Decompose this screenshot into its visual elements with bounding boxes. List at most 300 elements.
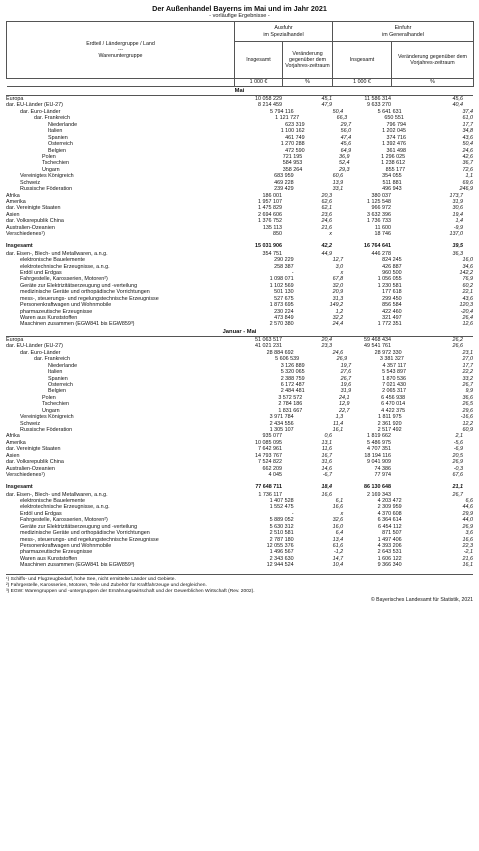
- einfuhr-value: 511 881: [382, 179, 402, 186]
- einfuhr-value: 1 056 055: [377, 276, 402, 283]
- row-label: Ungarn: [42, 166, 60, 173]
- einfuhr-value: 1 606 122: [377, 555, 402, 562]
- einfuhr-change: 76,9: [462, 276, 473, 283]
- einfuhr-change: 27,0: [462, 356, 473, 363]
- einfuhr-value: 1 125 548: [367, 199, 391, 205]
- ausfuhr-change: 12,9: [338, 401, 350, 408]
- ausfuhr-change: 23,3: [321, 343, 332, 350]
- row-label: Vereinigtes Königreich: [20, 414, 74, 421]
- einfuhr-value: 2 169 343: [367, 491, 391, 498]
- ausfuhr-value: 1 098 071: [269, 276, 294, 283]
- einfuhr-value: 1 497 406: [377, 536, 402, 543]
- row-label: elektronische Bauelemente: [20, 257, 86, 264]
- einfuhr-value: 1 736 733: [367, 218, 391, 225]
- row-label: dar. Euro-Länder: [20, 108, 61, 115]
- ausfuhr-insgesamt-header: Insgesamt: [235, 42, 283, 79]
- ausfuhr-value: 41 021 231: [255, 343, 282, 350]
- ausfuhr-change: 32,6: [332, 517, 344, 524]
- ausfuhr-value: 3 126 889: [280, 362, 305, 369]
- einfuhr-change: 2,1: [455, 433, 463, 440]
- ausfuhr-change: 27,6: [340, 369, 352, 376]
- ausfuhr-value: 683 959: [274, 173, 294, 180]
- ausfuhr-change: 0,6: [324, 433, 332, 440]
- einfuhr-change: -9,9: [453, 224, 463, 231]
- ausfuhr-change: 61,6: [332, 543, 344, 549]
- row-label: Asien: [6, 452, 20, 459]
- row-label: Fahrgestelle, Karosserien, Motoren²): [20, 276, 108, 283]
- einfuhr-change: 21,1: [452, 483, 463, 490]
- ausfuhr-change: 10,4: [332, 562, 344, 569]
- ausfuhr-change: 29,3: [338, 166, 350, 173]
- row-label: Russische Föderation: [20, 427, 73, 433]
- column-header: [6, 21, 474, 87]
- ausfuhr-change: 16,6: [332, 504, 344, 511]
- einfuhr-change: 36,6: [462, 394, 473, 401]
- einfuhr-change: 16,1: [462, 562, 473, 569]
- einfuhr-value: 856 584: [382, 302, 402, 309]
- ausfuhr-change: 16,7: [321, 452, 332, 459]
- einfuhr-value: 4 357 117: [382, 362, 407, 369]
- einfuhr-value: 5 543 897: [382, 369, 407, 376]
- row-label: dar. Volksrepublik China: [6, 218, 64, 225]
- einfuhr-change: 34,6: [462, 263, 473, 270]
- ausfuhr-change: 47,4: [340, 134, 352, 141]
- einfuhr-change: 19,4: [452, 211, 463, 218]
- row-label: Australien-Ozeanien: [6, 224, 55, 231]
- einfuhr-value: 18 746: [374, 231, 391, 238]
- ausfuhr-change: 29,7: [340, 121, 352, 128]
- ausfuhr-value: 258 387: [274, 263, 294, 270]
- einfuhr-value: 3 381 327: [379, 356, 404, 363]
- ausfuhr-value: 2 784 186: [278, 401, 303, 408]
- einfuhr-change: 44,6: [462, 504, 473, 511]
- row-label: Erdöl und Erdgas: [20, 510, 62, 517]
- ausfuhr-value: 1 100 162: [280, 128, 305, 135]
- row-label: Fahrgestelle, Karosserien, Motoren²): [20, 517, 108, 524]
- ausfuhr-value: 2 694 606: [258, 211, 282, 218]
- ausfuhr-change: 45,1: [321, 96, 332, 102]
- ausfuhr-value: 5 889 052: [269, 517, 294, 524]
- ausfuhr-value: 1 831 667: [278, 407, 303, 414]
- einfuhr-value: 4 422 375: [381, 407, 406, 414]
- ausfuhr-value: 15 031 906: [255, 242, 282, 249]
- row-label: Asien: [6, 211, 20, 218]
- einfuhr-value: 796 794: [386, 121, 407, 128]
- ausfuhr-change: 62,1: [321, 205, 332, 212]
- unit-pct: %: [392, 79, 474, 87]
- einfuhr-change: 26,5: [462, 401, 473, 408]
- section-rows: [6, 96, 473, 328]
- row-label: Waren aus Kunststoffen: [20, 315, 78, 321]
- einfuhr-change: 22,3: [462, 543, 473, 549]
- row-label: dar. Euro-Länder: [20, 349, 61, 356]
- einfuhr-value: 2 309 959: [377, 504, 402, 511]
- ausfuhr-value: 5 794 116: [269, 108, 294, 115]
- einfuhr-change: 60,2: [462, 282, 473, 289]
- einfuhr-value: 5 486 975: [367, 439, 391, 446]
- einfuhr-value: 380 037: [371, 192, 391, 199]
- ausfuhr-change: 24,6: [332, 349, 344, 356]
- einfuhr-change: 40,4: [452, 102, 463, 109]
- ausfuhr-value: 1 407 528: [269, 497, 294, 504]
- row-label: Australien-Ozeanien: [6, 465, 55, 472]
- ausfuhr-value: 2 388 759: [280, 375, 305, 382]
- row-label: pharmazeutische Erzeugnisse: [20, 308, 93, 315]
- row-label: Europa: [6, 336, 24, 343]
- ausfuhr-change: 19,7: [340, 362, 352, 369]
- einfuhr-insgesamt-header: Insgesamt: [333, 42, 392, 79]
- ausfuhr-change: 16,1: [332, 427, 344, 433]
- row-label: mess-, steuerungs- und regelungstechnische Erzeugnisse: [20, 536, 159, 543]
- einfuhr-value: 77 974: [374, 472, 391, 479]
- einfuhr-value: 422 460: [382, 308, 402, 315]
- einfuhr-change: 6,6: [465, 497, 473, 504]
- row-label: dar. Eisen-, Blech- und Metallwaren, a.n.g.: [6, 250, 108, 257]
- einfuhr-value: 960 500: [382, 269, 402, 276]
- ausfuhr-header: Ausfuhr im Spezialhandel: [235, 22, 333, 42]
- einfuhr-change: 23,1: [462, 349, 473, 356]
- ausfuhr-change: x: [340, 510, 344, 517]
- einfuhr-change: 29,6: [462, 407, 473, 414]
- einfuhr-change: 17,7: [462, 121, 473, 128]
- row-label: Tschechien: [42, 401, 69, 408]
- ausfuhr-value: 1 102 569: [269, 282, 294, 289]
- einfuhr-value: 3 632 396: [367, 211, 391, 218]
- einfuhr-change: 72,6: [462, 166, 473, 173]
- ausfuhr-value: 186 001: [262, 192, 282, 199]
- einfuhr-value: 966 972: [371, 205, 391, 212]
- einfuhr-value: 374 716: [386, 134, 407, 141]
- einfuhr-change: 137,0: [449, 231, 463, 238]
- ausfuhr-change: 26,9: [336, 356, 348, 363]
- ausfuhr-value: 1 475 829: [258, 205, 282, 212]
- row-label: Verschiedenes¹): [6, 472, 45, 479]
- einfuhr-value: 6 470 014: [381, 401, 406, 408]
- ausfuhr-change: 33,1: [332, 186, 344, 193]
- ausfuhr-value: 721 195: [282, 153, 303, 160]
- einfuhr-change: 12,6: [462, 321, 473, 328]
- ausfuhr-change: 24,4: [332, 321, 344, 328]
- total-row: [6, 241, 473, 251]
- ausfuhr-value: 5 606 539: [275, 356, 300, 363]
- row-label: dar. Vereinigte Staaten: [6, 205, 61, 212]
- ausfuhr-value: 850: [273, 231, 282, 238]
- ausfuhr-change: 11,4: [333, 420, 344, 427]
- row-label: Spanien: [48, 375, 68, 382]
- einfuhr-change: 21,6: [462, 555, 473, 562]
- ausfuhr-value: 354 751: [262, 250, 282, 257]
- ausfuhr-value: 1 873 695: [269, 302, 294, 309]
- ausfuhr-value: 7 524 822: [258, 459, 282, 466]
- ausfuhr-change: 16,6: [321, 491, 332, 498]
- einfuhr-change: 16,6: [462, 536, 473, 543]
- row-label: Tschechien: [42, 160, 69, 167]
- einfuhr-value: 4 393 206: [377, 543, 402, 549]
- ausfuhr-value: 3 971 784: [269, 414, 294, 421]
- ausfuhr-change: 11,6: [321, 446, 332, 453]
- einfuhr-value: 1 296 025: [381, 153, 406, 160]
- ausfuhr-value: 5 320 065: [280, 369, 305, 376]
- ausfuhr-value: 2 484 481: [280, 388, 305, 395]
- ausfuhr-change: 52,4: [338, 160, 350, 167]
- row-label: medizinische Geräte und orthopädische Vorrichtungen: [20, 289, 150, 296]
- einfuhr-change: 39,5: [452, 242, 463, 249]
- ausfuhr-change: 6,4: [335, 530, 344, 537]
- einfuhr-change: 26,9: [452, 459, 463, 466]
- ausfuhr-value: 3 572 572: [278, 394, 303, 401]
- einfuhr-change: 22,2: [462, 369, 473, 376]
- ausfuhr-change: 20,3: [321, 192, 332, 199]
- ausfuhr-value: 2 787 180: [269, 536, 294, 543]
- einfuhr-change: 45,6: [452, 96, 463, 102]
- row-label: Vereinigtes Königreich: [20, 173, 74, 180]
- ausfuhr-value: 1 270 288: [280, 141, 305, 148]
- einfuhr-value: 86 130 648: [364, 483, 391, 490]
- einfuhr-change: 24,6: [462, 147, 473, 154]
- row-label: Schweiz: [20, 420, 41, 427]
- table-row: [6, 472, 473, 478]
- einfuhr-value: 4 370 608: [377, 510, 402, 517]
- einfuhr-change: 26,7: [462, 381, 473, 388]
- row-label: Amerika: [6, 199, 26, 205]
- einfuhr-change: 22,1: [462, 289, 473, 296]
- einfuhr-change: 173,7: [449, 192, 463, 199]
- ausfuhr-change: 21,6: [321, 224, 332, 231]
- ausfuhr-value: 1 496 567: [269, 549, 294, 556]
- einfuhr-change: 3,6: [465, 530, 473, 537]
- ausfuhr-change: 24,1: [338, 394, 350, 401]
- ausfuhr-value: 527 675: [274, 295, 294, 302]
- ausfuhr-value: 1 957 107: [258, 199, 282, 205]
- page-title: Der Außenhandel Bayerns im Mai und im Jahr 2021: [152, 4, 327, 13]
- ausfuhr-value: 1 552 475: [269, 504, 294, 511]
- ausfuhr-change: 45,6: [340, 141, 352, 148]
- einfuhr-change: 33,2: [462, 375, 473, 382]
- row-label: Personenkraftwagen und Wohnmobile: [20, 543, 112, 549]
- einfuhr-value: 59 468 434: [364, 336, 391, 343]
- footnote: ¹) Schiffs- und Flugzeugbedarf, hohe See, nicht ermittelte Länder und Gebiete.: [6, 576, 176, 582]
- row-label: dar. Eisen-, Blech- und Metallwaren, a.n.g.: [6, 491, 108, 498]
- table-body: [6, 87, 473, 569]
- ausfuhr-value: 230 224: [274, 308, 294, 315]
- einfuhr-value: 177 618: [382, 289, 402, 296]
- row-label: Italien: [48, 369, 63, 376]
- ausfuhr-change: 32,0: [332, 282, 344, 289]
- page-subtitle: - vorläufige Ergebnisse -: [209, 13, 270, 19]
- einfuhr-change: 37,4: [462, 108, 473, 115]
- einfuhr-value: 824 245: [382, 257, 402, 264]
- section-rows: [6, 337, 473, 569]
- einfuhr-value: 74 386: [374, 465, 391, 472]
- einfuhr-value: 9 366 340: [377, 562, 402, 569]
- einfuhr-change: 30,6: [452, 205, 463, 212]
- einfuhr-value: 49 541 761: [364, 343, 391, 350]
- einfuhr-value: 1 238 612: [381, 160, 406, 167]
- ausfuhr-value: 623 319: [285, 121, 305, 128]
- ausfuhr-value: 472 590: [285, 147, 305, 154]
- einfuhr-value: 9 041 909: [367, 459, 391, 466]
- ausfuhr-change: 47,9: [321, 102, 332, 109]
- ausfuhr-value: 1 736 117: [258, 491, 282, 498]
- ausfuhr-change: 50,4: [332, 108, 344, 115]
- table-row: [6, 231, 473, 237]
- ausfuhr-value: -: [291, 269, 294, 276]
- ausfuhr-value: 239 429: [274, 186, 294, 193]
- ausfuhr-change: -6,7: [322, 472, 332, 479]
- row-label: elektronische Bauelemente: [20, 497, 86, 504]
- row-label: elektrotechnische Erzeugnisse, a.n.g.: [20, 263, 110, 270]
- ausfuhr-change: 149,2: [329, 302, 344, 309]
- einfuhr-change: 20,5: [452, 452, 463, 459]
- ausfuhr-change: 13,9: [332, 179, 344, 186]
- einfuhr-value: 7 021 430: [382, 381, 407, 388]
- row-label: Russische Föderation: [20, 186, 73, 193]
- einfuhr-value: 855 177: [385, 166, 406, 173]
- einfuhr-value: 496 943: [382, 186, 402, 193]
- einfuhr-change: 31,9: [452, 199, 463, 205]
- ausfuhr-value: 358 264: [282, 166, 303, 173]
- ausfuhr-value: 14 793 767: [255, 452, 282, 459]
- ausfuhr-change: 62,6: [321, 199, 332, 205]
- ausfuhr-change: 6,1: [335, 497, 344, 504]
- table-row: [6, 321, 473, 327]
- ausfuhr-value: 2 570 380: [269, 321, 294, 328]
- ausfuhr-value: 662 209: [262, 465, 282, 472]
- einfuhr-change: 1,1: [465, 173, 473, 180]
- ausfuhr-change: 31,9: [340, 388, 352, 395]
- einfuhr-change: 61,0: [462, 115, 473, 122]
- section-header: Januar - Mai: [6, 328, 473, 337]
- einfuhr-value: 321 497: [382, 315, 402, 321]
- einfuhr-value: 650 551: [384, 115, 404, 122]
- einfuhr-change: 26,6: [452, 343, 463, 350]
- einfuhr-value: 1 819 662: [367, 433, 391, 440]
- einfuhr-value: 11 600: [374, 224, 391, 231]
- row-label: pharmazeutische Erzeugnisse: [20, 549, 93, 556]
- ausfuhr-change: x: [340, 269, 344, 276]
- ausfuhr-change: 31,6: [321, 459, 332, 466]
- einfuhr-header: Einfuhr im Generalhandel: [333, 22, 474, 42]
- einfuhr-change: 36,7: [462, 160, 473, 167]
- row-label: Polen: [42, 394, 56, 401]
- ausfuhr-value: 135 113: [262, 224, 282, 231]
- ausfuhr-value: 4 045: [268, 472, 282, 479]
- ausfuhr-change: 23,6: [321, 211, 332, 218]
- row-label: Waren aus Kunststoffen: [20, 555, 78, 562]
- row-label: dar. EU-Länder (EU-27): [6, 343, 63, 350]
- total-row: [6, 482, 473, 492]
- einfuhr-value: 1 811 975: [378, 414, 402, 421]
- einfuhr-change: 43,6: [462, 295, 473, 302]
- ausfuhr-value: 10 058 229: [255, 96, 282, 102]
- einfuhr-change: 17,7: [462, 362, 473, 369]
- einfuhr-change: 26,2: [452, 336, 463, 343]
- ausfuhr-value: 935 077: [262, 433, 282, 440]
- einfuhr-value: 11 586 314: [364, 96, 391, 102]
- row-label: Amerika: [6, 439, 26, 446]
- ausfuhr-change: 16,0: [332, 523, 344, 530]
- ausfuhr-change: 1,3: [335, 414, 344, 421]
- row-label: Erdöl und Erdgas: [20, 269, 62, 276]
- ausfuhr-change: 56,0: [340, 128, 352, 135]
- row-label: Niederlande: [48, 121, 78, 128]
- table-row: [6, 562, 473, 568]
- ausfuhr-value: 2 343 630: [269, 555, 294, 562]
- row-label: Insgesamt: [6, 483, 33, 490]
- einfuhr-change: 69,6: [462, 179, 473, 186]
- einfuhr-value: 1 202 045: [382, 128, 407, 135]
- row-label: Italien: [48, 128, 63, 135]
- ausfuhr-change: 60,6: [332, 173, 344, 180]
- einfuhr-change: 26,7: [452, 491, 463, 498]
- row-label: Ungarn: [42, 407, 60, 414]
- ausfuhr-value: 77 648 711: [255, 483, 282, 490]
- einfuhr-change: -0,3: [453, 465, 463, 472]
- ausfuhr-value: -: [291, 510, 294, 517]
- label-column-header: Erdteil / Ländergruppe / Land --- Warenuntergruppe: [7, 22, 235, 79]
- einfuhr-value: 18 194 116: [364, 452, 391, 459]
- ausfuhr-change: 32,2: [332, 315, 344, 321]
- ausfuhr-change: -1,2: [333, 549, 344, 556]
- einfuhr-value: 6 456 938: [381, 394, 406, 401]
- row-label: dar. Vereinigte Staaten: [6, 446, 61, 453]
- einfuhr-value: 9 633 270: [367, 102, 391, 109]
- ausfuhr-value: 6 172 487: [280, 381, 305, 388]
- ausfuhr-change: 14,6: [321, 465, 332, 472]
- ausfuhr-value: 1 305 107: [269, 427, 294, 433]
- row-label: Europa: [6, 96, 24, 102]
- footnote: ²) Fahrgestelle, Karosserien, Motoren, Teile und Zubehör für Kraftfahrzeuge und dergleichen.: [6, 582, 207, 588]
- einfuhr-value: 4 707 351: [367, 446, 391, 453]
- einfuhr-change: 142,2: [459, 269, 473, 276]
- ausfuhr-value: 290 229: [274, 257, 294, 264]
- einfuhr-value: 4 203 472: [377, 497, 402, 504]
- row-label: Belgien: [48, 147, 66, 154]
- row-label: Personenkraftwagen und Wohnmobile: [20, 302, 112, 309]
- einfuhr-value: 16 764 641: [364, 242, 391, 249]
- ausfuhr-value: 51 063 517: [255, 336, 282, 343]
- unit-value: 1 000 €: [333, 79, 392, 87]
- einfuhr-change: 26,4: [462, 315, 473, 321]
- ausfuhr-value: 12 055 376: [266, 543, 294, 549]
- ausfuhr-value: 28 884 692: [266, 349, 294, 356]
- einfuhr-value: 2 643 531: [377, 549, 402, 556]
- ausfuhr-change: 1,2: [335, 308, 344, 315]
- ausfuhr-value: 7 642 961: [258, 446, 282, 453]
- ausfuhr-change: 14,7: [332, 555, 344, 562]
- ausfuhr-change: 31,3: [332, 295, 344, 302]
- einfuhr-change: 16,0: [462, 257, 473, 264]
- ausfuhr-change: 36,9: [338, 153, 350, 160]
- ausfuhr-change: 20,9: [332, 289, 344, 296]
- einfuhr-change: 43,6: [462, 134, 473, 141]
- row-label: Geräte zur Elektrizitätserzeugung und -verteilung: [20, 282, 138, 289]
- ausfuhr-change: 66,3: [336, 115, 348, 122]
- einfuhr-change: 50,4: [462, 141, 473, 148]
- einfuhr-change: 246,9: [459, 186, 473, 193]
- einfuhr-change: 67,6: [452, 472, 463, 479]
- copyright: © Bayerisches Landesamt für Statistik, 2021: [370, 597, 473, 604]
- row-label: Spanien: [48, 134, 68, 141]
- ausfuhr-change: 42,2: [321, 242, 332, 249]
- einfuhr-change: -6,9: [453, 446, 463, 453]
- unit-value: 1 000 €: [235, 79, 283, 87]
- ausfuhr-change: 22,7: [338, 407, 350, 414]
- einfuhr-value: 1 392 476: [382, 141, 407, 148]
- ausfuhr-change: 64,9: [340, 147, 352, 154]
- footnote: ³) EGW: Warengruppen und -untergruppen der Ernährungswirtschaft und der Gewerblichen Wirtschaft (Rev. 2002).: [6, 589, 255, 595]
- einfuhr-value: 5 641 631: [377, 108, 402, 115]
